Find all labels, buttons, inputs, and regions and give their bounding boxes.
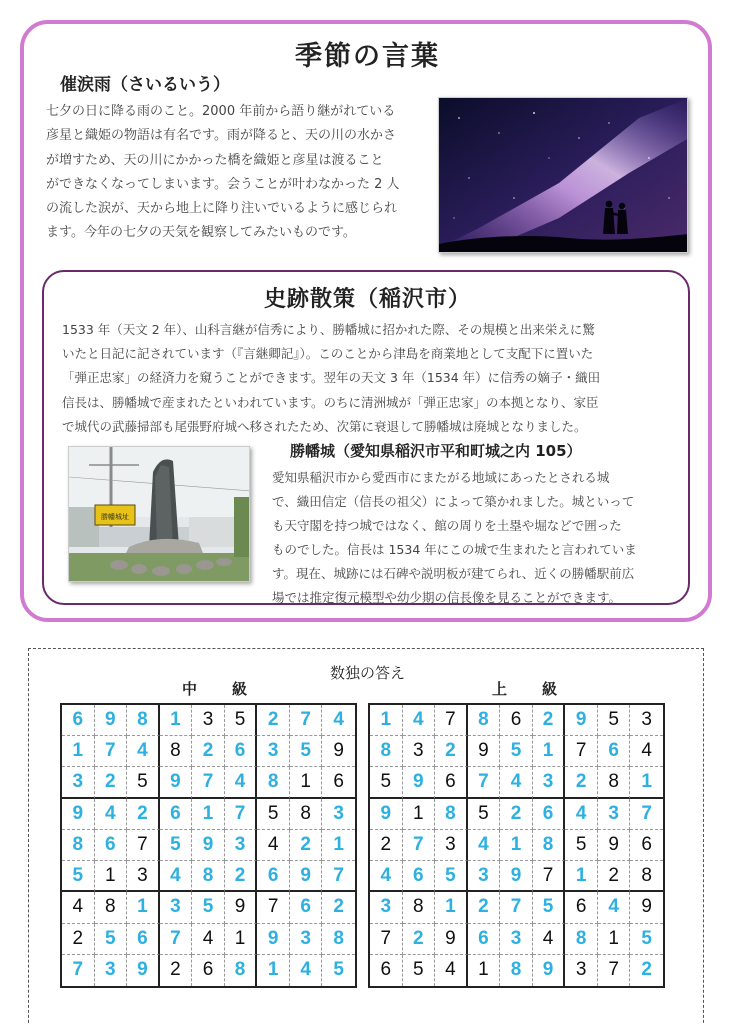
sudoku-cell: 1	[225, 924, 258, 955]
castle-ruins-photo	[68, 446, 250, 582]
sudoku-cell: 6	[225, 736, 258, 767]
sudoku-cell: 2	[370, 830, 403, 861]
sudoku-cell: 4	[290, 955, 323, 986]
sudoku-cell: 6	[290, 892, 323, 923]
sudoku-cell: 7	[192, 767, 225, 798]
sudoku-cell: 9	[322, 736, 355, 767]
sudoku-cell: 4	[192, 924, 225, 955]
sudoku-cell: 1	[290, 767, 323, 798]
sudoku-cell: 7	[257, 892, 290, 923]
sudoku-cell: 3	[257, 736, 290, 767]
sudoku-cell: 5	[225, 705, 258, 736]
sudoku-cell: 5	[95, 924, 128, 955]
sudoku-cell: 5	[192, 892, 225, 923]
castle-line: 場では推定復元模型や幼少期の信長像を見ることができます。	[272, 590, 622, 605]
sudoku-cell: 3	[500, 924, 533, 955]
sudoku-cell: 9	[435, 924, 468, 955]
season-line: 彦星と織姫の物語は有名です。雨が降ると、天の川の水かさ	[46, 128, 396, 144]
sudoku-cell: 1	[468, 955, 501, 986]
sudoku-cell: 3	[630, 705, 663, 736]
sudoku-cell: 9	[370, 799, 403, 830]
sudoku-cell: 4	[403, 705, 436, 736]
sudoku-cell: 7	[403, 830, 436, 861]
sudoku-cell: 7	[468, 767, 501, 798]
sudoku-cell: 5	[533, 892, 566, 923]
sudoku-cell: 3	[533, 767, 566, 798]
advanced-label: 上 級	[492, 680, 568, 698]
sudoku-cell: 7	[62, 955, 95, 986]
season-line: 七夕の日に降る雨のこと。2000 年前から語り継がれている	[46, 104, 396, 119]
sudoku-cell: 8	[62, 830, 95, 861]
sudoku-cell: 3	[598, 799, 631, 830]
sudoku-cell: 2	[533, 705, 566, 736]
sudoku-cell: 3	[62, 767, 95, 798]
sudoku-cell: 8	[160, 736, 193, 767]
sudoku-cell: 3	[95, 955, 128, 986]
sudoku-cell: 1	[257, 955, 290, 986]
sudoku-cell: 9	[565, 705, 598, 736]
history-title: 史跡散策（稲沢市）	[263, 287, 471, 312]
sudoku-cell: 9	[62, 799, 95, 830]
sudoku-cell: 2	[62, 924, 95, 955]
history-line: 信長は、勝幡城で産まれたといわれています。のちに清洲城が「弾正忠家」の本拠となり、家臣	[62, 394, 599, 410]
history-paragraph	[62, 318, 674, 439]
sudoku-cell: 8	[192, 861, 225, 892]
sudoku-cell: 2	[500, 799, 533, 830]
sudoku-cell: 9	[533, 955, 566, 986]
sudoku-cell: 8	[533, 830, 566, 861]
sudoku-cell: 1	[160, 705, 193, 736]
sudoku-cell: 6	[403, 861, 436, 892]
sudoku-cell: 8	[565, 924, 598, 955]
sudoku-cell: 5	[257, 799, 290, 830]
sudoku-cell: 4	[500, 767, 533, 798]
history-line: で城代の武藤掃部も尾張野府城へ移されたため、次第に衰退して勝幡城は廃城となりました。	[62, 418, 587, 434]
sudoku-cell: 9	[500, 861, 533, 892]
sudoku-cell: 3	[468, 861, 501, 892]
sudoku-cell: 5	[565, 830, 598, 861]
sudoku-cell: 9	[160, 767, 193, 798]
sudoku-cell: 8	[630, 861, 663, 892]
sudoku-cell: 7	[225, 799, 258, 830]
sudoku-cell: 8	[370, 736, 403, 767]
sudoku-cell: 3	[160, 892, 193, 923]
sudoku-cell: 7	[160, 924, 193, 955]
intermediate-label: 中 級	[182, 680, 258, 698]
sudoku-cell: 2	[127, 799, 160, 830]
sudoku-cell: 9	[290, 861, 323, 892]
sudoku-cell: 1	[95, 861, 128, 892]
history-line: いたと日記に記されています（『言継卿記』）。このことから津島を商業地として支配下に置いた	[62, 346, 594, 362]
sudoku-cell: 2	[257, 705, 290, 736]
sudoku-cell: 9	[468, 736, 501, 767]
sudoku-cell: 7	[500, 892, 533, 923]
sudoku-cell: 2	[225, 861, 258, 892]
sudoku-cell: 7	[95, 736, 128, 767]
sudoku-cell: 4	[127, 736, 160, 767]
sudoku-cell: 6	[598, 736, 631, 767]
sudoku-cell: 4	[468, 830, 501, 861]
sudoku-cell: 5	[160, 830, 193, 861]
sudoku-cell: 1	[192, 799, 225, 830]
sudoku-cell: 5	[62, 861, 95, 892]
sudoku-cell: 1	[630, 767, 663, 798]
sudoku-cell: 1	[435, 892, 468, 923]
sudoku-cell: 2	[565, 767, 598, 798]
season-subtitle: 催涙雨（さいるいう）	[60, 75, 230, 95]
sudoku-cell: 3	[225, 830, 258, 861]
sudoku-cell: 6	[127, 924, 160, 955]
sudoku-cell: 1	[370, 705, 403, 736]
sudoku-cell: 1	[533, 736, 566, 767]
history-line: 「弾正忠家」の経済力を窺うことができます。翌年の天文 3 年（1534 年）に信秀の嫡子・織田	[62, 370, 601, 386]
season-title: 季節の言葉	[295, 41, 440, 72]
sudoku-cell: 8	[127, 705, 160, 736]
sudoku-cell: 8	[95, 892, 128, 923]
sudoku-cell: 9	[630, 892, 663, 923]
sudoku-cell: 5	[290, 736, 323, 767]
sudoku-cell: 1	[322, 830, 355, 861]
sudoku-cell: 6	[370, 955, 403, 986]
sudoku-cell: 2	[95, 767, 128, 798]
sudoku-cell: 5	[403, 955, 436, 986]
sudoku-cell: 9	[225, 892, 258, 923]
castle-title: 勝幡城（愛知県稲沢市平和町城之内 105）	[290, 442, 582, 460]
season-line: ができなくなってしまいます。会うことが叶わなかった 2 人	[46, 176, 400, 192]
sudoku-cell: 6	[192, 955, 225, 986]
sudoku-cell: 5	[435, 861, 468, 892]
sudoku-cell: 4	[225, 767, 258, 798]
sudoku-cell: 4	[257, 830, 290, 861]
sudoku-cell: 6	[95, 830, 128, 861]
sudoku-cell: 4	[62, 892, 95, 923]
sudoku-cell: 9	[257, 924, 290, 955]
sudoku-cell: 5	[370, 767, 403, 798]
milky-way-photo	[438, 97, 688, 253]
sudoku-cell: 2	[192, 736, 225, 767]
sudoku-cell: 7	[533, 861, 566, 892]
sudoku-cell: 1	[598, 924, 631, 955]
sudoku-cell: 3	[370, 892, 403, 923]
sudoku-cell: 4	[160, 861, 193, 892]
sudoku-cell: 2	[598, 861, 631, 892]
sudoku-cell: 6	[322, 767, 355, 798]
sudoku-cell: 5	[127, 767, 160, 798]
sudoku-cell: 1	[403, 799, 436, 830]
sudoku-cell: 6	[565, 892, 598, 923]
sudoku-cell: 4	[630, 736, 663, 767]
sudoku-grid-intermediate	[60, 703, 357, 988]
sudoku-cell: 4	[370, 861, 403, 892]
sudoku-cell: 2	[435, 736, 468, 767]
sudoku-cell: 8	[468, 705, 501, 736]
castle-sign: 勝幡城址	[101, 513, 129, 521]
sudoku-cell: 4	[322, 705, 355, 736]
castle-line: も天守閣を持つ城ではなく、館の周りを土塁や堀などで囲った	[272, 518, 622, 533]
sudoku-cell: 7	[127, 830, 160, 861]
sudoku-cell: 2	[468, 892, 501, 923]
castle-line: す。現在、城跡には石碑や説明板が建てられ、近くの勝幡駅前広	[272, 566, 635, 581]
sudoku-cell: 5	[468, 799, 501, 830]
sudoku-cell: 8	[435, 799, 468, 830]
sudoku-cell: 2	[403, 924, 436, 955]
sudoku-cell: 6	[500, 705, 533, 736]
sudoku-cell: 4	[598, 892, 631, 923]
season-paragraph	[46, 100, 432, 246]
sudoku-cell: 2	[322, 892, 355, 923]
castle-line: ものでした。信長は 1534 年にこの城で生まれたと言われていま	[272, 542, 637, 557]
sudoku-cell: 1	[62, 736, 95, 767]
history-line: 1533 年（天文 2 年）、山科言継が信秀により、勝幡城に招かれた際、その規模と出来栄えに驚	[62, 322, 595, 337]
sudoku-cell: 6	[160, 799, 193, 830]
sudoku-cell: 7	[290, 705, 323, 736]
sudoku-cell: 8	[225, 955, 258, 986]
sudoku-cell: 3	[435, 830, 468, 861]
sudoku-cell: 9	[192, 830, 225, 861]
sudoku-cell: 1	[500, 830, 533, 861]
sudoku-cell: 6	[257, 861, 290, 892]
sudoku-cell: 2	[641, 959, 652, 981]
sudoku-cell: 4	[435, 955, 468, 986]
season-line: ます。今年の七夕の天気を観察してみたいものです。	[46, 225, 356, 241]
sudoku-cell: 2	[160, 955, 193, 986]
sudoku-cell: 6	[533, 799, 566, 830]
sudoku-cell: 7	[322, 861, 355, 892]
sudoku-cell: 8	[598, 767, 631, 798]
sudoku-cell: 8	[500, 955, 533, 986]
sudoku-cell: 6	[435, 767, 468, 798]
sudoku-cell: 2	[290, 830, 323, 861]
sudoku-cell: 3	[290, 924, 323, 955]
sudoku-cell: 6	[62, 705, 95, 736]
sudoku-cell: 6	[630, 830, 663, 861]
sudoku-cell: 3	[192, 705, 225, 736]
sudoku-cell: 1	[565, 861, 598, 892]
sudoku-cell: 3	[127, 861, 160, 892]
sudoku-cell: 4	[565, 799, 598, 830]
sudoku-cell: 9	[127, 955, 160, 986]
sudoku-cell: 7	[565, 736, 598, 767]
sudoku-grid-advanced	[368, 703, 665, 988]
sudoku-cell: 8	[257, 767, 290, 798]
castle-line: 愛知県稲沢市から愛西市にまたがる地域にあったとされる城	[272, 470, 610, 485]
sudoku-cell: 7	[370, 924, 403, 955]
sudoku-cell: 7	[435, 705, 468, 736]
sudoku-cell: 9	[403, 767, 436, 798]
sudoku-cell: 7	[630, 799, 663, 830]
sudoku-cell: 8	[290, 799, 323, 830]
castle-paragraph	[272, 466, 670, 610]
sudoku-cell: 5	[598, 705, 631, 736]
sudoku-cell: 5	[333, 959, 344, 981]
sudoku-cell: 8	[322, 924, 355, 955]
sudoku-cell: 6	[468, 924, 501, 955]
sudoku-cell: 7	[598, 955, 631, 986]
sudoku-cell: 9	[95, 705, 128, 736]
sudoku-cell: 8	[403, 892, 436, 923]
sudoku-cell: 4	[95, 799, 128, 830]
sudoku-cell: 4	[533, 924, 566, 955]
sudoku-cell: 3	[322, 799, 355, 830]
sudoku-cell: 9	[598, 830, 631, 861]
season-line: の流した涙が、天から地上に降り注いでいるように感じられ	[46, 201, 398, 217]
season-line: が増すため、天の川にかかった橋を織姫と彦星は渡ること	[46, 152, 384, 168]
castle-line: で、織田信定（信長の祖父）によって築かれました。城といって	[272, 494, 635, 509]
sudoku-cell: 5	[500, 736, 533, 767]
sudoku-cell: 5	[630, 924, 663, 955]
sudoku-cell: 3	[565, 955, 598, 986]
sudoku-title: 数独の答え	[329, 664, 405, 682]
sudoku-cell: 3	[403, 736, 436, 767]
sudoku-cell: 1	[127, 892, 160, 923]
